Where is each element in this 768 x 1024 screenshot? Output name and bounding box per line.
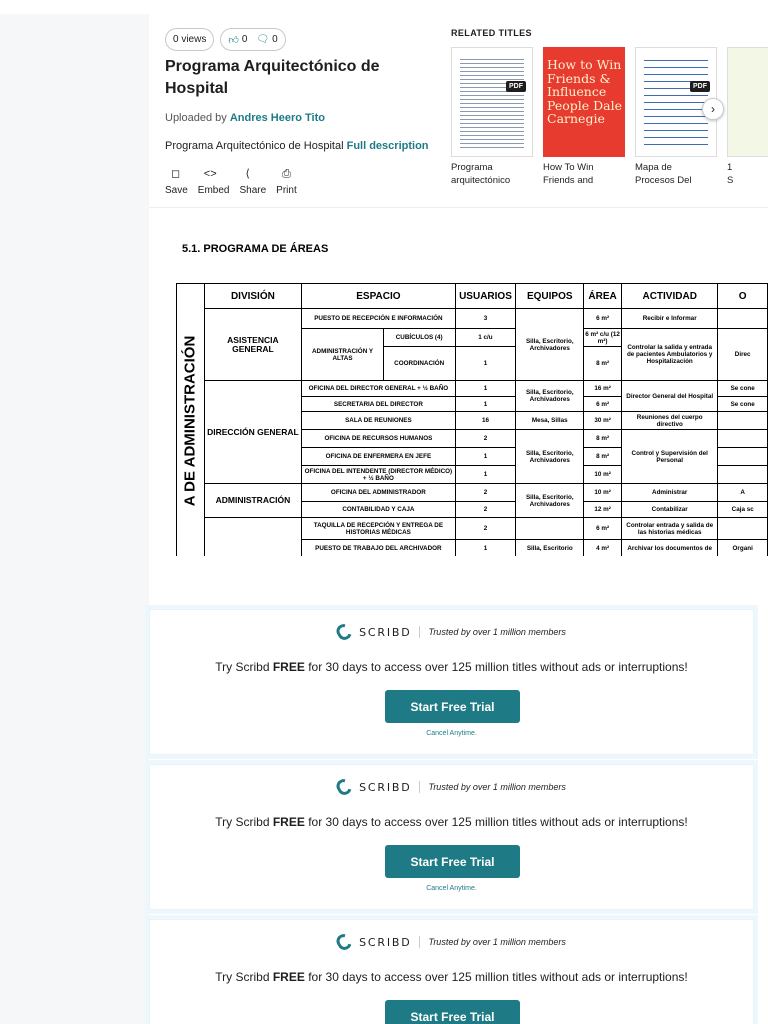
start-free-trial-button[interactable]: Start Free Trial <box>385 845 520 878</box>
cell: 1 <box>455 466 516 484</box>
embed-button[interactable] <box>198 168 230 196</box>
related-item-label[interactable] <box>635 161 717 187</box>
stats-bar <box>165 28 286 51</box>
cell: CUBÍCULOS (4) <box>383 329 455 347</box>
trial-message-bold: FREE <box>272 660 305 674</box>
trial-message-prefix: Try Scribd <box>215 970 270 984</box>
uploaded-prefix: Uploaded by <box>165 112 227 124</box>
brand-name: SCRIBD <box>359 935 412 949</box>
table-row <box>177 518 768 540</box>
trial-message-suffix: for 30 days to access over 125 million titles without ads or interruptions! <box>308 815 688 829</box>
header-cell: DIVISIÓN <box>204 284 302 309</box>
table-row <box>177 484 768 502</box>
cell: Organi <box>718 540 768 557</box>
cell: 2 <box>455 518 516 540</box>
division-cell: DIRECCIÓN GENERAL <box>204 381 302 484</box>
cell: Direc <box>718 329 768 381</box>
cell: 12 m² <box>584 502 622 518</box>
trusted-text: Trusted by over 1 million members <box>428 782 566 792</box>
cell: OFICINA DE RECURSOS HUMANOS <box>302 430 455 448</box>
side-label: A DE ADMINISTRACIÓN <box>181 335 199 506</box>
cell: CONTABILIDAD Y CAJA <box>302 502 455 518</box>
related-label-line1: Programa <box>451 162 493 173</box>
divider <box>419 936 420 948</box>
trusted-text: Trusted by over 1 million members <box>428 937 566 947</box>
section-heading: 5.1. PROGRAMA DE ÁREAS <box>182 243 329 255</box>
chevron-right-icon: › <box>711 102 715 116</box>
printer-icon: ⎙ <box>282 168 291 180</box>
related-label-line1: How To Win <box>543 162 594 173</box>
start-free-trial-button[interactable]: Start Free Trial <box>385 1000 520 1024</box>
cell: OFICINA DEL DIRECTOR GENERAL + ½ BAÑO <box>302 381 455 397</box>
cell: Silla, Escritorio, Archivadores <box>516 430 584 484</box>
brand-name: SCRIBD <box>359 780 412 794</box>
trial-message-bold: FREE <box>272 970 305 984</box>
cell: 3 <box>455 309 516 329</box>
document-thumbnail-lines <box>460 56 524 148</box>
scribd-logo-icon <box>334 932 354 953</box>
cell: OFICINA DEL INTENDENTE (DIRECTOR MÉDICO) + ½ BAÑO <box>302 466 455 484</box>
cell: 6 m² <box>584 309 622 329</box>
related-item[interactable] <box>543 47 625 187</box>
table-row <box>177 309 768 329</box>
trial-message <box>150 660 753 674</box>
save-button[interactable] <box>165 168 188 196</box>
cell: 6 m² <box>584 397 622 412</box>
related-item-label[interactable] <box>543 161 625 187</box>
cell: 6 m² <box>584 518 622 540</box>
document-header <box>149 14 768 208</box>
cell: 8 m² <box>584 347 622 381</box>
scribd-logo-icon <box>334 777 354 798</box>
divider <box>419 626 420 638</box>
document-page <box>149 208 768 556</box>
cell: PUESTO DE RECEPCIÓN E INFORMACIÓN <box>302 309 455 329</box>
cell: 16 <box>455 412 516 430</box>
carousel-next-button[interactable] <box>702 98 724 120</box>
left-rail <box>0 14 149 1024</box>
pdf-badge: PDF <box>690 81 710 92</box>
cell: 2 <box>455 484 516 502</box>
trial-message-suffix: for 30 days to access over 125 million titles without ads or interruptions! <box>308 660 688 674</box>
free-trial-banner <box>149 609 754 755</box>
division-cell <box>204 518 302 557</box>
cell: Recibir e Informar <box>622 309 718 329</box>
cell: PUESTO DE TRABAJO DEL ARCHIVADOR <box>302 540 455 557</box>
related-label-line1: 1 <box>727 162 733 173</box>
trial-message-bold: FREE <box>272 815 305 829</box>
cell: OFICINA DEL ADMINISTRADOR <box>302 484 455 502</box>
header-cell: O <box>718 284 768 309</box>
related-titles <box>451 28 768 208</box>
trial-message-prefix: Try Scribd <box>215 815 270 829</box>
cell: 10 m² <box>584 484 622 502</box>
cell <box>718 430 768 448</box>
document-thumbnail-lines <box>644 56 708 148</box>
cell: 2 <box>455 502 516 518</box>
cell: 1 <box>455 347 516 381</box>
cell: 8 m² <box>584 448 622 466</box>
cell: Contabilizar <box>622 502 718 518</box>
cancel-anytime-text: Cancel Anytime. <box>426 885 477 892</box>
cell: 1 <box>455 448 516 466</box>
header-cell: ACTIVIDAD <box>622 284 718 309</box>
cell: 1 <box>455 397 516 412</box>
cell: Controlar la salida y entrada de pacientes Ambulatorios y Hospitalización <box>622 329 718 381</box>
header-cell: EQUIPOS <box>516 284 584 309</box>
cell <box>516 518 584 540</box>
cell: Silla, Escritorio, Archivadores <box>516 484 584 518</box>
related-item[interactable] <box>451 47 533 187</box>
cell: ADMINISTRACIÓN Y ALTAS <box>302 329 384 381</box>
brand-line <box>150 779 753 795</box>
related-titles-heading: RELATED TITLES <box>451 28 532 38</box>
cell: 16 m² <box>584 381 622 397</box>
cell: Controlar entrada y salida de las historias médicas <box>622 518 718 540</box>
division-cell: ASISTENCIA GENERAL <box>204 309 302 381</box>
code-icon: <> <box>203 168 217 180</box>
cell: A <box>718 484 768 502</box>
trusted-text: Trusted by over 1 million members <box>428 627 566 637</box>
related-thumbnail[interactable] <box>451 47 533 157</box>
full-description-link[interactable]: Full description <box>346 140 429 152</box>
embed-label: Embed <box>197 185 230 196</box>
cell: 8 m² <box>584 430 622 448</box>
cancel-anytime-text: Cancel Anytime. <box>426 730 477 737</box>
cell: Mesa, Sillas <box>516 412 584 430</box>
trial-message <box>150 970 753 984</box>
document-title: Programa Arquitectónico de Hospital <box>165 58 380 97</box>
cell: Silla, Escritorio, Archivadores <box>516 381 584 412</box>
cell: Reuniones del cuerpo directivo <box>622 412 718 430</box>
cell: 4 m² <box>584 540 622 557</box>
cell: Caja sc <box>718 502 768 518</box>
document-description <box>165 140 429 152</box>
related-label-line2: Procesos Del <box>635 175 692 186</box>
related-label-line1: Mapa de <box>635 162 672 173</box>
table-header-row <box>177 284 768 309</box>
cell: Administrar <box>622 484 718 502</box>
views-pill <box>165 28 214 51</box>
cell: Control y Supervisión del Personal <box>622 430 718 484</box>
free-trial-banner <box>149 919 754 1024</box>
views-count: 0 views <box>173 34 207 45</box>
action-bar <box>165 168 297 196</box>
save-label: Save <box>165 185 188 196</box>
related-label-line2: arquitectónico <box>451 175 511 186</box>
comment-icon[interactable]: 🗨︎ <box>256 34 270 45</box>
uploaded-by <box>165 112 325 124</box>
cell: 2 <box>455 430 516 448</box>
start-free-trial-button[interactable]: Start Free Trial <box>385 690 520 723</box>
cell: OFICINA DE ENFERMERA EN JEFE <box>302 448 455 466</box>
bookmark-icon: ◻ <box>171 168 181 180</box>
scribd-logo-icon <box>334 622 354 643</box>
description-text: Programa Arquitectónico de Hospital <box>165 140 344 152</box>
cell: Silla, Escritorio <box>516 540 584 557</box>
cell: 1 <box>455 540 516 557</box>
document-panel <box>149 14 768 556</box>
cell: Director General del Hospital <box>622 381 718 412</box>
comments-count: 0 <box>272 34 278 45</box>
likes-count: 0 <box>241 34 248 45</box>
related-label-line2: Friends and <box>543 175 594 186</box>
book-cover-text: How to Win Friends & Influence People Dale Carnegie <box>547 57 623 126</box>
cell: COORDINACIÓN <box>383 347 455 381</box>
cell: 1 <box>455 381 516 397</box>
header-cell: ÁREA <box>584 284 622 309</box>
cell: Se cone <box>718 381 768 397</box>
print-label: Print <box>276 185 297 196</box>
cell: Se cone <box>718 397 768 412</box>
cell: Silla, Escritorio, Archivadores <box>516 309 584 381</box>
pdf-badge: PDF <box>506 81 526 92</box>
header-cell: ESPACIO <box>302 284 455 309</box>
thumbs-up-icon[interactable]: 👍︎ <box>228 34 239 46</box>
cell: 30 m² <box>584 412 622 430</box>
header-cell: USUARIOS <box>455 284 516 309</box>
related-thumbnail[interactable] <box>543 47 625 157</box>
cell: Archivar los documentos de <box>622 540 718 557</box>
cell <box>718 412 768 430</box>
cell <box>718 309 768 329</box>
cell: SALA DE REUNIONES <box>302 412 455 430</box>
cell: TAQUILLA DE RECEPCIÓN Y ENTREGA DE HISTORIAS MÉDICAS <box>302 518 455 540</box>
trial-message <box>150 815 753 829</box>
trial-message-prefix: Try Scribd <box>215 660 270 674</box>
cell: 10 m² <box>584 466 622 484</box>
table-row <box>177 381 768 397</box>
related-thumbnail[interactable] <box>727 47 768 157</box>
cell: SECRETARIA DEL DIRECTOR <box>302 397 455 412</box>
related-item[interactable] <box>727 47 768 187</box>
cell: 6 m² c/u (12 m²) <box>585 330 620 345</box>
share-label: Share <box>239 185 267 196</box>
division-cell: ADMINISTRACIÓN <box>204 484 302 518</box>
reactions-pill[interactable] <box>220 28 285 51</box>
divider <box>419 781 420 793</box>
brand-line <box>150 624 753 640</box>
print-button[interactable] <box>276 168 297 196</box>
side-label-cell <box>177 284 205 557</box>
related-label-line2: S <box>727 175 734 186</box>
cell <box>718 448 768 466</box>
areas-table <box>176 283 768 556</box>
brand-line <box>150 934 753 950</box>
share-icon: ⟨ <box>245 168 250 180</box>
free-trial-banner <box>149 764 754 910</box>
related-item-label[interactable] <box>727 161 768 187</box>
share-button[interactable] <box>239 168 266 196</box>
brand-name: SCRIBD <box>359 625 412 639</box>
related-item-label[interactable] <box>451 161 533 187</box>
cell <box>718 518 768 540</box>
cell: 1 c/u <box>455 329 516 347</box>
cell <box>718 466 768 484</box>
author-link[interactable]: Andres Heero Tito <box>229 112 325 124</box>
trial-message-suffix: for 30 days to access over 125 million titles without ads or interruptions! <box>308 970 688 984</box>
